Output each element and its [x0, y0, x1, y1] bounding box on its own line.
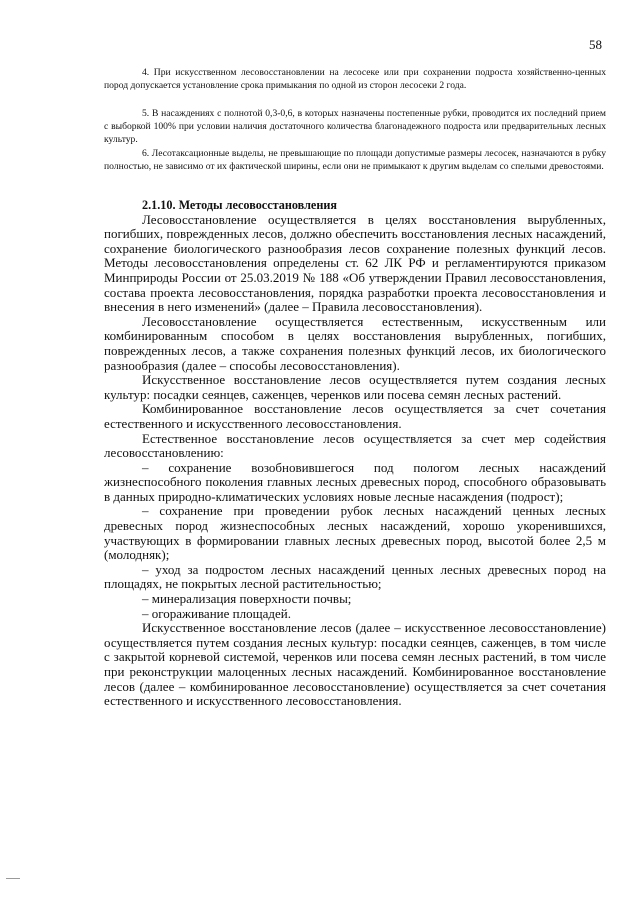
list-item: – сохранение возобновившегося под пологом лесных насаждений жизнеспособного поколения главных лесных древесных пород, способного образовывать в данных природно-климатических условиях новые лесные насаждения (подрост);: [104, 459, 606, 504]
note-4: [104, 66, 606, 92]
note-6: [104, 147, 606, 173]
list-item: – сохранение при проведении рубок лесных насаждений ценных лесных древесных пород жизнеспособных лесных насаждений, хорошо укоренившихся, участвующих в формировании главных лесных древесных пород, высотой более 2,5 м (молодняк);: [104, 503, 606, 563]
section-title: 2.1.10. Методы лесовосстановления: [142, 198, 337, 212]
note-paragraph: 6. Лесотаксационные выделы, не превышающие по площади допустимые размеры лесосек, назначаются в рубку полностью, не зависимо от их фактической ширины, если они не примыкают к другим выделам со спелыми древостоями.: [104, 148, 606, 173]
list-item: – уход за подростом лесных насаждений ценных лесных древесных пород на площадях, не покрытых лесной растительностью;: [104, 561, 606, 592]
section-body: [104, 198, 606, 709]
body-paragraph: Естественное восстановление лесов осуществляется за счет мер содействия лесовосстановлению:: [104, 430, 606, 461]
list-item: – огораживание площадей.: [142, 605, 291, 621]
body-paragraph: Комбинированное восстановление лесов осуществляется за счет сочетания естественного и искусственного лесовосстановления.: [104, 401, 606, 431]
body-paragraph: Искусственное восстановление лесов (далее – искусственное лесовосстановление) осуществляется путем создания лесных культур: посадки сеянцев, саженцев, в том числе с закрытой корневой системой, черенков или посева семян лесных растений, в том числе при реконструкции малоценных лесных насаждений. Комбинированное восстановление лесов (далее – комбинированное лесовосстановление) осуществляется за счет сочетания естественного и искусственного лесовосстановления.: [104, 620, 606, 709]
body-paragraph: Искусственное восстановление лесов осуществляется путем создания лесных культур: посадки сеянцев, саженцев, черенков или посева семян лесных растений.: [104, 372, 606, 402]
note-5: [104, 107, 606, 147]
note-paragraph: 4. При искусственном лесовосстановлении на лесосеке или при сохранении подроста хозяйственно-ценных пород допускается установление срока примыкания по одной из сторон лесосеки 2 года.: [104, 67, 606, 92]
list-item: – минерализация поверхности почвы;: [142, 591, 352, 607]
body-paragraph: Лесовосстановление осуществляется в целях восстановления вырубленных, погибших, поврежденных лесов, должно обеспечить восстановления лесных насаждений, сохранение биологического разнообразия лесов сохранение полезных функций лесов. Методы лесовосстановления определены ст. 62 ЛК РФ и регламентируются приказом Минприроды России от 25.03.2019 № 188 «Об утверждении Правил лесовосстановления, состава проекта лесовосстановления, порядка разработки проекта лесовосстановления и внесения в него изменений» (далее – Правила лесовосстановления).: [104, 211, 606, 315]
body-paragraph: Лесовосстановление осуществляется естественным, искусственным или комбинированным способом в целях восстановления вырубленных, погибших, поврежденных лесов, а также сохранения полезных функций лесов, их биологического разнообразия (далее – способы лесовосстановления).: [104, 313, 606, 373]
page-number: 58: [589, 37, 602, 52]
note-paragraph: 5. В насаждениях с полнотой 0,3-0,6, в которых назначены постепенные рубки, проводится их последний прием с выборкой 100% при условии наличия достаточного количества благонадежного подроста или предварительных лесных культур.: [104, 108, 606, 146]
scan-edge-mark: [6, 878, 20, 879]
